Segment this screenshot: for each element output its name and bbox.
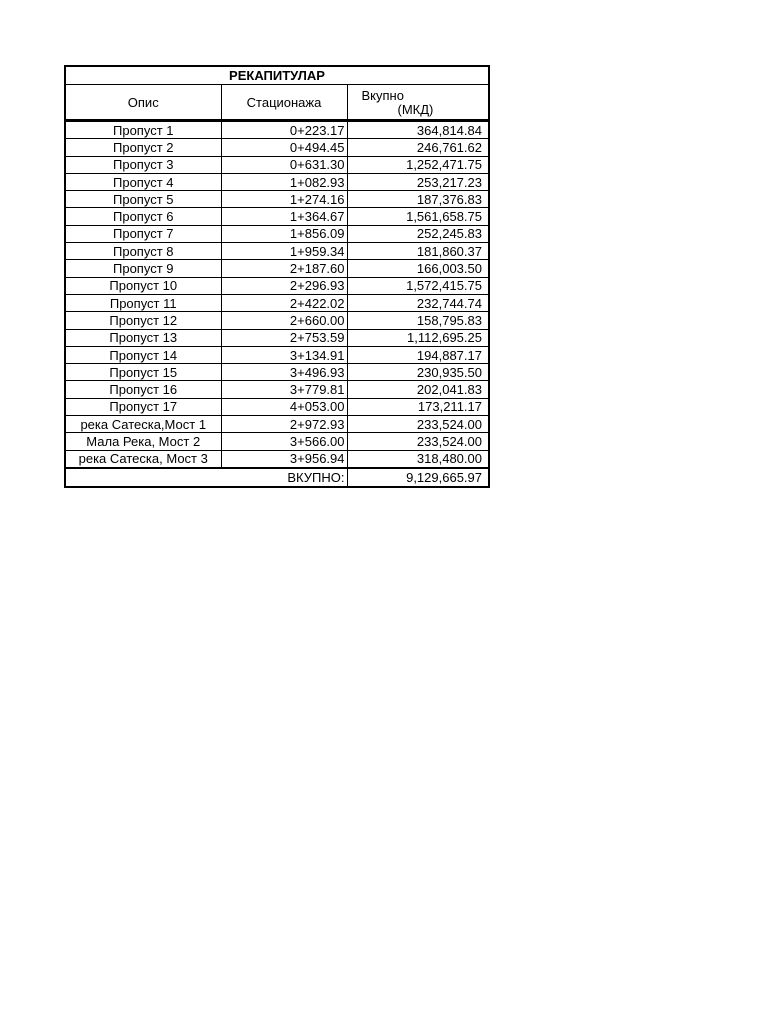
cell-total: 166,003.50 <box>347 260 489 277</box>
header-description: Опис <box>65 85 221 121</box>
table-row <box>65 450 489 468</box>
cell-total: 181,860.37 <box>347 243 489 260</box>
table-row <box>65 173 489 190</box>
cell-total: 230,935.50 <box>347 364 489 381</box>
table-row <box>65 416 489 433</box>
cell-station: 2+187.60 <box>221 260 347 277</box>
cell-station: 1+082.93 <box>221 173 347 190</box>
cell-total: 253,217.23 <box>347 173 489 190</box>
cell-description: Пропуст 15 <box>65 364 221 381</box>
header-total <box>347 85 489 121</box>
cell-total: 1,561,658.75 <box>347 208 489 225</box>
cell-description: Пропуст 12 <box>65 312 221 329</box>
table-row <box>65 121 489 139</box>
table-row <box>65 139 489 156</box>
cell-station: 1+959.34 <box>221 243 347 260</box>
cell-total: 252,245.83 <box>347 225 489 242</box>
table-row <box>65 364 489 381</box>
cell-total: 1,252,471.75 <box>347 156 489 173</box>
table-row <box>65 277 489 294</box>
cell-station: 3+496.93 <box>221 364 347 381</box>
cell-description: Пропуст 11 <box>65 294 221 311</box>
header-station: Стационажа <box>221 85 347 121</box>
header-row <box>65 85 489 121</box>
cell-station: 0+223.17 <box>221 121 347 139</box>
cell-description: Пропуст 4 <box>65 173 221 190</box>
cell-description: Пропуст 3 <box>65 156 221 173</box>
table-row <box>65 294 489 311</box>
cell-description: река Сатеска, Мост 3 <box>65 450 221 468</box>
cell-total: 173,211.17 <box>347 398 489 415</box>
cell-description: Пропуст 14 <box>65 346 221 363</box>
cell-total: 318,480.00 <box>347 450 489 468</box>
table-row <box>65 398 489 415</box>
cell-description: Пропуст 5 <box>65 191 221 208</box>
cell-description: река Сатеска,Мост 1 <box>65 416 221 433</box>
cell-total: 232,744.74 <box>347 294 489 311</box>
table-row <box>65 208 489 225</box>
cell-station: 3+566.00 <box>221 433 347 450</box>
cell-total: 364,814.84 <box>347 121 489 139</box>
cell-total: 158,795.83 <box>347 312 489 329</box>
cell-description: Пропуст 10 <box>65 277 221 294</box>
cell-station: 2+660.00 <box>221 312 347 329</box>
header-total-unit: (МКД) <box>397 102 434 117</box>
cell-total: 1,112,695.25 <box>347 329 489 346</box>
cell-total: 233,524.00 <box>347 433 489 450</box>
cell-total: 233,524.00 <box>347 416 489 433</box>
cell-description: Пропуст 8 <box>65 243 221 260</box>
table-row <box>65 191 489 208</box>
cell-total: 202,041.83 <box>347 381 489 398</box>
cell-description: Пропуст 9 <box>65 260 221 277</box>
cell-description: Мала Река, Мост 2 <box>65 433 221 450</box>
cell-station: 2+753.59 <box>221 329 347 346</box>
title-row <box>65 66 489 85</box>
cell-total: 246,761.62 <box>347 139 489 156</box>
table-row <box>65 243 489 260</box>
cell-description: Пропуст 1 <box>65 121 221 139</box>
recapitulation-table <box>64 65 490 488</box>
table-row <box>65 260 489 277</box>
table-row <box>65 433 489 450</box>
cell-station: 1+364.67 <box>221 208 347 225</box>
table-row <box>65 156 489 173</box>
cell-description: Пропуст 16 <box>65 381 221 398</box>
cell-station: 2+972.93 <box>221 416 347 433</box>
cell-description: Пропуст 17 <box>65 398 221 415</box>
cell-station: 3+134.91 <box>221 346 347 363</box>
cell-station: 3+956.94 <box>221 450 347 468</box>
cell-station: 0+631.30 <box>221 156 347 173</box>
cell-description: Пропуст 2 <box>65 139 221 156</box>
cell-description: Пропуст 6 <box>65 208 221 225</box>
grand-total-label: ВКУПНО: <box>65 468 347 487</box>
table-row <box>65 329 489 346</box>
grand-total-value: 9,129,665.97 <box>347 468 489 487</box>
table-row <box>65 381 489 398</box>
table-row <box>65 225 489 242</box>
cell-station: 1+856.09 <box>221 225 347 242</box>
cell-station: 1+274.16 <box>221 191 347 208</box>
cell-station: 4+053.00 <box>221 398 347 415</box>
table-title: РЕКАПИТУЛАР <box>65 66 489 85</box>
cell-total: 194,887.17 <box>347 346 489 363</box>
cell-description: Пропуст 7 <box>65 225 221 242</box>
header-total-label: Вкупно <box>361 88 404 103</box>
total-row <box>65 468 489 487</box>
cell-station: 0+494.45 <box>221 139 347 156</box>
cell-total: 1,572,415.75 <box>347 277 489 294</box>
table-row <box>65 312 489 329</box>
table-body <box>65 121 489 468</box>
cell-total: 187,376.83 <box>347 191 489 208</box>
cell-station: 2+422.02 <box>221 294 347 311</box>
cell-station: 2+296.93 <box>221 277 347 294</box>
cell-station: 3+779.81 <box>221 381 347 398</box>
cell-description: Пропуст 13 <box>65 329 221 346</box>
table-row <box>65 346 489 363</box>
